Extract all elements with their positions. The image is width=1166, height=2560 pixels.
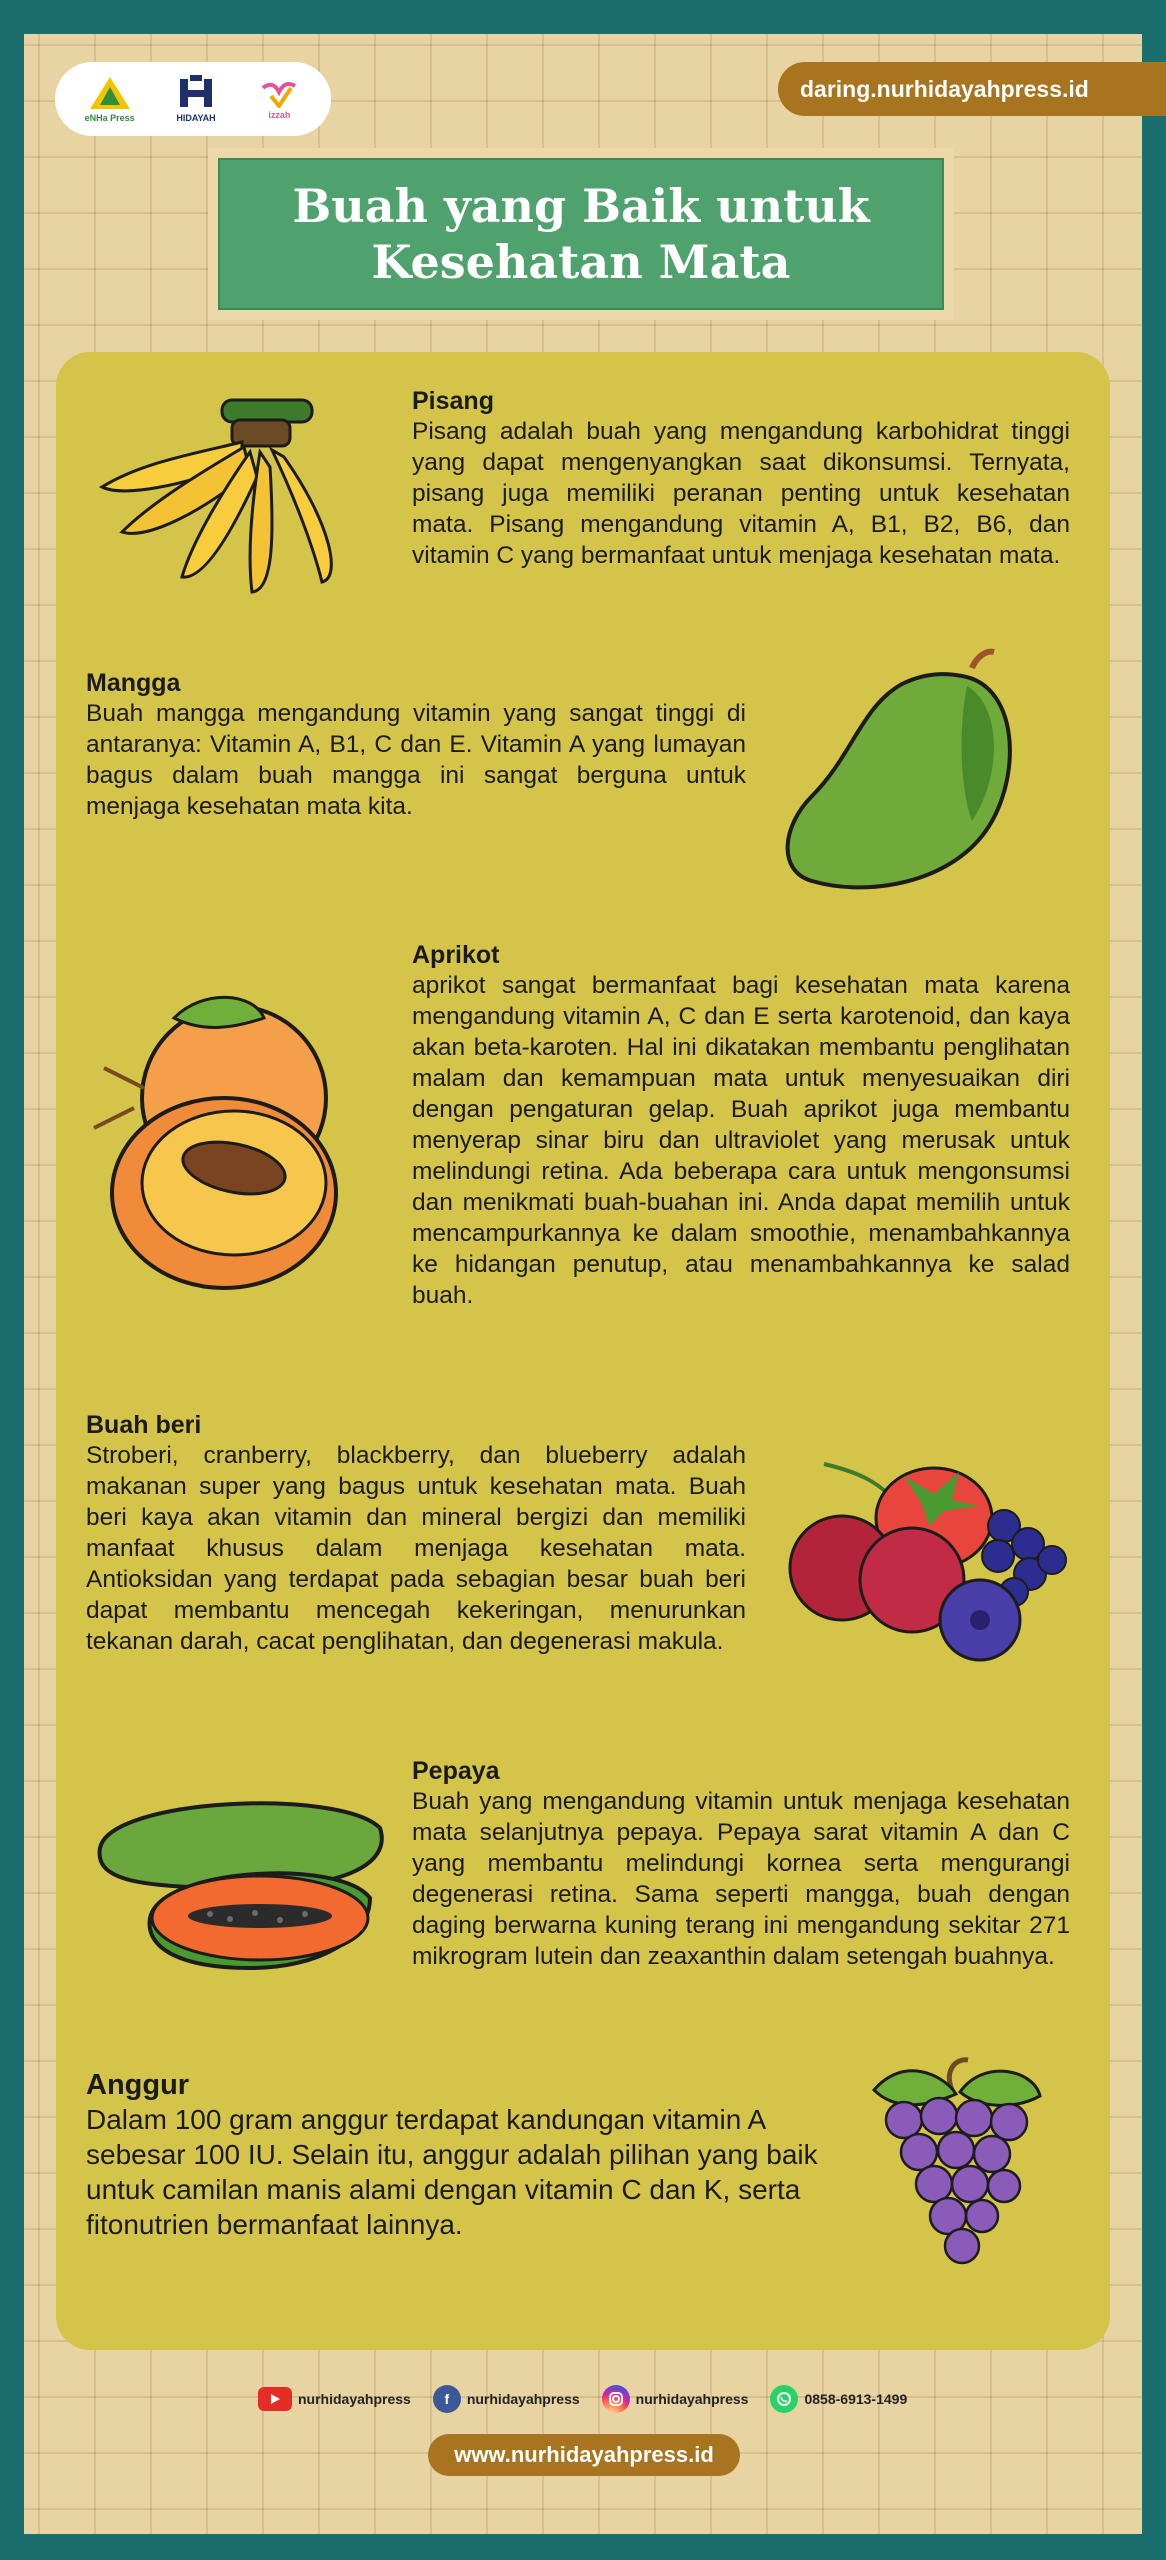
section-text: aprikot sangat bermanfaat bagi kesehatan mata karena mengandung vitamin A, C dan E serta karotenoid, dan kaya akan beta-karoten. Hal ini dikatakan membantu penglihatan malam dan kemampuan mata untuk menyesuaikan diri dengan pengaturan gelap. Buah aprikot juga membantu menyerap sinar biru dan ultraviolet yang merusak untuk melindungi retina. Ada beberapa cara untuk mengonsumsi dan menikmati buah-buahan ini. Anda dapat memilih untuk mencampurkannya ke dalam smoothie, menambahkannya ke hidangan penutup, atau menambahkannya ke salad buah. (412, 972, 1070, 1309)
banana-illustration (92, 392, 362, 612)
grapes-illustration (864, 2050, 1054, 2280)
page-title: Buah yang Baik untuk Kesehatan Mata (292, 179, 870, 289)
section-pisang (412, 386, 1070, 571)
section-text: Dalam 100 gram anggur terdapat kandungan vitamin A sebesar 100 IU. Selain itu, anggur adalah pilihan yang baik untuk camilan manis alami dengan vitamin C dan K, serta fitonutrien bermanfaat lainnya. (86, 2104, 818, 2240)
izzah-logo: izzah (257, 78, 301, 120)
section-text: Pisang adalah buah yang mengandung karbohidrat tinggi yang dapat mengenyangkan saat dikonsumsi. Ternyata, pisang juga memiliki peranan penting untuk kesehatan mata. Pisang mengandung vitamin A, B1, B2, B6, dan vitamin C yang bermanfaat untuk menjaga kesehatan mata. (412, 418, 1070, 569)
papaya-illustration (90, 1778, 390, 1978)
whatsapp-icon (770, 2385, 798, 2413)
whatsapp-link[interactable]: 0858-6913-1499 (770, 2385, 907, 2413)
section-text: Buah yang mengandung vitamin untuk menjaga kesehatan mata selanjutnya pepaya. Pepaya sarat vitamin A dan C yang membantu melindungi kornea serta mengurangi degenerasi retina. Sama seperti mangga, buah dengan daging berwarna kuning terang ini mengandung sekitar 271 mikrogram lutein dan zeaxanthin dalam setengah buahnya. (412, 1788, 1070, 1970)
section-text: Stroberi, cranberry, blackberry, dan blueberry adalah makanan super yang bagus untuk kesehatan mata. Buah beri kaya akan vitamin dan mineral bergizi dan memiliki manfaat khusus dalam menjaga kesehatan mata. Antioksidan yang terdapat pada sebagian besar buah beri dapat membantu mencegah kekeringan, menurunkan tekanan darah, cacat penglihatan, dan degenerasi makula. (86, 1442, 746, 1655)
section-title: Anggur (86, 2069, 190, 2101)
title-box (208, 148, 954, 320)
mango-illustration (772, 646, 1032, 906)
facebook-icon: f (433, 2385, 461, 2413)
enha-press-logo: eNHa Press (85, 75, 135, 123)
publisher-logos (55, 62, 331, 136)
website-url-badge[interactable]: daring.nurhidayahpress.id (778, 62, 1166, 116)
facebook-link[interactable]: f nurhidayahpress (433, 2385, 580, 2413)
section-pepaya (412, 1756, 1070, 1972)
section-title: Aprikot (412, 941, 500, 969)
instagram-icon (602, 2385, 630, 2413)
title-banner (218, 158, 944, 310)
section-title: Pisang (412, 387, 494, 415)
section-aprikot (412, 940, 1070, 1311)
youtube-icon (258, 2387, 292, 2411)
section-beri (86, 1410, 746, 1657)
instagram-link[interactable]: nurhidayahpress (602, 2385, 749, 2413)
hidayah-logo: HIDAYAH (174, 75, 218, 123)
social-links (258, 2384, 918, 2414)
berries-illustration (784, 1456, 1078, 1676)
section-title: Mangga (86, 669, 181, 697)
section-anggur (86, 2068, 824, 2242)
section-text: Buah mangga mengandung vitamin yang sangat tinggi di antaranya: Vitamin A, B1, C dan E. Vitamin A yang lumayan bagus dalam buah mangga ini sangat berguna untuk menjaga kesehatan mata kita. (86, 700, 746, 820)
section-title: Buah beri (86, 1411, 202, 1439)
website-footer-badge[interactable]: www.nurhidayahpress.id (428, 2434, 740, 2476)
section-mangga (86, 668, 746, 822)
section-title: Pepaya (412, 1757, 500, 1785)
youtube-link[interactable]: nurhidayahpress (258, 2387, 411, 2411)
apricot-illustration (74, 988, 374, 1308)
